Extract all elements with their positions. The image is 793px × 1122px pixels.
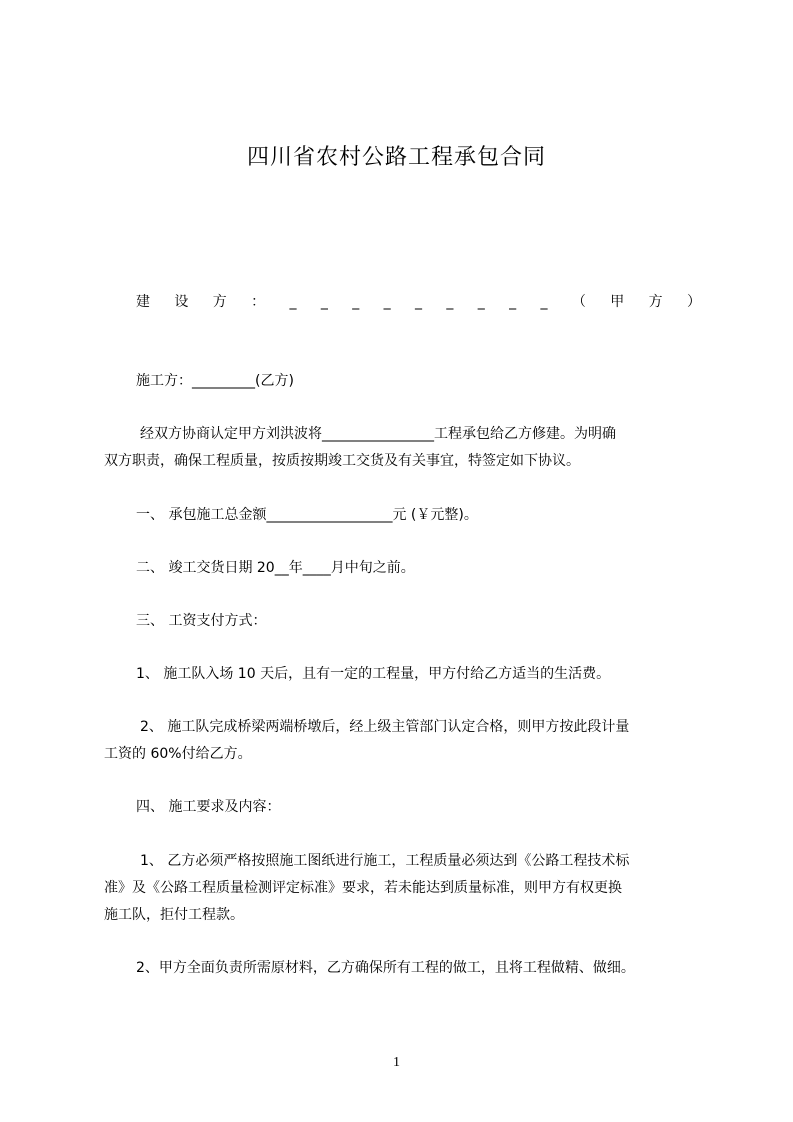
clause-3-2-line-2: 工资的 60%付给乙方。: [104, 746, 252, 762]
clause-4-2: 2、甲方全面负责所需原材料，乙方确保所有工程的做工，且将工程做精、做细。: [136, 960, 635, 976]
builder-line-token: _: [477, 294, 485, 310]
clause-4-1-line-2: 准》及《公路工程质量检测评定标准》要求，若未能达到质量标准，则甲方有权更换: [104, 880, 622, 896]
builder-line-token: 方: [212, 294, 227, 310]
contractor-line: 施工方：_________(乙方): [136, 373, 294, 389]
builder-line-token: _: [446, 294, 454, 310]
builder-line-token: _: [509, 294, 517, 310]
builder-line-token: ：: [251, 294, 266, 310]
builder-line-token: ）: [687, 294, 701, 310]
clause-3-2-line-1: 2、 施工队完成桥梁两端桥墩后，经上级主管部门认定合格，则甲方按此段计量: [140, 719, 630, 735]
clause-3-1: 1、 施工队入场 10 天后，且有一定的工程量，甲方付给乙方适当的生活费。: [136, 666, 611, 682]
builder-line-token: _: [320, 294, 328, 310]
builder-line-token: 方: [648, 294, 663, 310]
clause-4: 四、 施工要求及内容：: [136, 799, 281, 815]
builder-line-token: _: [352, 294, 360, 310]
builder-line-token: （: [571, 294, 586, 310]
page-number: 1: [393, 1055, 400, 1070]
builder-line-token: 建: [136, 294, 150, 310]
builder-line-token: _: [540, 294, 548, 310]
intro-line-2: 双方职责，确保工程质量，按质按期竣工交货及有关事宜，特签定如下协议。: [104, 453, 580, 469]
clause-2: 二、 竣工交货日期 20__年____月中旬之前。: [136, 560, 415, 576]
clause-3: 三、 工资支付方式：: [136, 613, 267, 629]
clause-4-1-line-3: 施工队，拒付工程款。: [104, 907, 244, 923]
builder-line-token: _: [415, 294, 422, 310]
clause-4-1-line-1: 1、 乙方必须严格按照施工图纸进行施工，工程质量必须达到《公路工程技术标: [140, 853, 630, 869]
builder-line-token: _: [289, 294, 297, 310]
document-title: 四川省农村公路工程承包合同: [246, 145, 546, 170]
builder-line: [136, 289, 701, 315]
intro-line-1: 经双方协商认定甲方刘洪波将________________工程承包给乙方修建。为明确: [140, 426, 616, 442]
clause-1: 一、 承包施工总金额__________________元 (￥元整)。: [136, 507, 478, 523]
builder-line-token: _: [383, 294, 391, 310]
builder-line-token: 甲: [610, 294, 625, 310]
builder-line-token: 设: [174, 294, 189, 310]
